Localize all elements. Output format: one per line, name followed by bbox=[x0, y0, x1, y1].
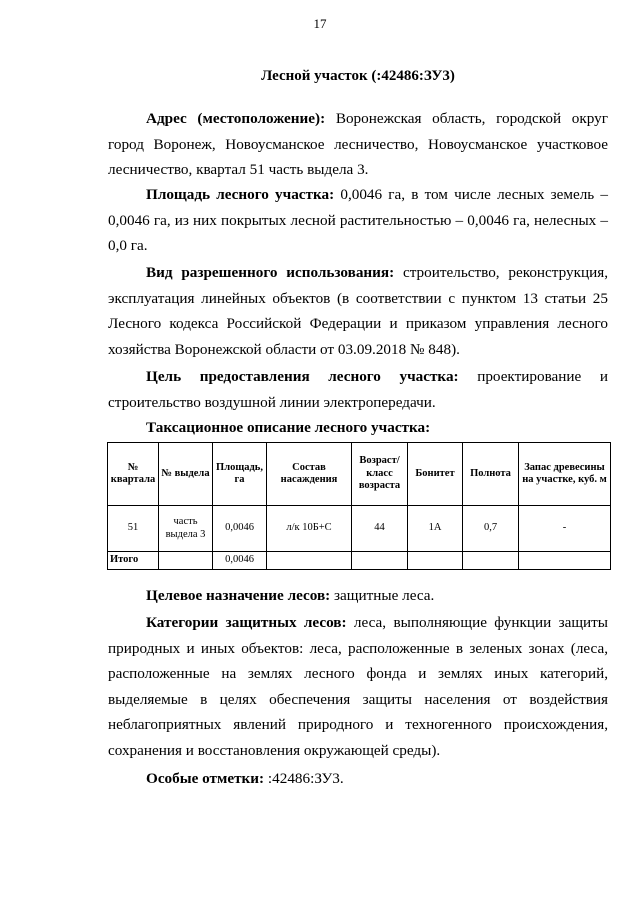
taxation-table bbox=[107, 442, 611, 570]
designation-paragraph bbox=[108, 583, 608, 609]
header-cell: Запас древесины на участке, куб. м bbox=[519, 443, 611, 506]
notes-label: Особые отметки: bbox=[146, 770, 265, 787]
address-paragraph bbox=[108, 106, 608, 183]
table-cell: 0,7 bbox=[463, 506, 519, 552]
table-cell: 51 bbox=[108, 506, 159, 552]
address-label: Адрес (местоположение): bbox=[146, 110, 326, 127]
usage-label: Вид разрешенного использования: bbox=[146, 264, 395, 281]
header-cell: № квартала bbox=[108, 443, 159, 506]
header-cell: Полнота bbox=[463, 443, 519, 506]
table-header-row bbox=[108, 443, 611, 506]
table-total-row bbox=[108, 552, 611, 570]
address-text: Воронежская область, городской округ город Воронеж, Новоусманское лесничество, Новоусманское участковое лесничество, квартал 51 часть выдела 3. bbox=[108, 110, 608, 178]
table-cell: - bbox=[519, 506, 611, 552]
total-label-cell: Итого bbox=[108, 552, 159, 570]
notes-paragraph bbox=[108, 766, 608, 792]
table-cell: 0,0046 bbox=[213, 506, 267, 552]
table-cell: 44 bbox=[352, 506, 408, 552]
header-cell: № выдела bbox=[159, 443, 213, 506]
document-title: Лесной участок (:42486:ЗУ3) bbox=[261, 68, 455, 84]
area-paragraph bbox=[108, 182, 608, 259]
header-cell: Состав насаждения bbox=[267, 443, 352, 506]
table-cell bbox=[159, 552, 213, 570]
table-cell: 0,0046 bbox=[213, 552, 267, 570]
purpose-label: Цель предоставления лесного участка: bbox=[146, 368, 459, 385]
page-number: 17 bbox=[313, 16, 327, 31]
header-cell: Площадь, га bbox=[213, 443, 267, 506]
area-text: 0,0046 га, в том числе лесных земель – 0,0046 га, из них покрытых лесной растительностью – 0,0046 га, нелесных – 0,0 га. bbox=[108, 186, 608, 254]
table-cell bbox=[352, 552, 408, 570]
table-cell bbox=[463, 552, 519, 570]
table-cell bbox=[267, 552, 352, 570]
categories-paragraph bbox=[108, 610, 608, 763]
table-row bbox=[108, 506, 611, 552]
purpose-paragraph bbox=[108, 364, 608, 415]
table-cell: часть выдела 3 bbox=[159, 506, 213, 552]
purpose-text: проектирование и строительство воздушной линии электропередачи. bbox=[108, 368, 608, 411]
designation-text: защитные леса. bbox=[330, 587, 435, 604]
notes-text: :42486:ЗУ3. bbox=[264, 770, 344, 787]
designation-label: Целевое назначение лесов: bbox=[146, 587, 331, 604]
header-cell: Возраст/ класс возраста bbox=[352, 443, 408, 506]
table-cell bbox=[408, 552, 463, 570]
table-caption: Таксационное описание лесного участка: bbox=[146, 419, 431, 436]
usage-text: строительство, реконструкция, эксплуатация линейных объектов (в соответствии с пунктом 13 статьи 25 Лесного кодекса Российской Федерации и приказом управления лесного хозяйства Воронежской области от 03.09.2018 № 848). bbox=[108, 264, 609, 358]
usage-paragraph bbox=[108, 260, 608, 362]
area-label: Площадь лесного участка: bbox=[146, 186, 335, 203]
categories-label: Категории защитных лесов: bbox=[146, 614, 347, 631]
table-cell: 1А bbox=[408, 506, 463, 552]
table-cell: л/к 10Б+С bbox=[267, 506, 352, 552]
table-cell bbox=[519, 552, 611, 570]
header-cell: Бонитет bbox=[408, 443, 463, 506]
categories-text: леса, выполняющие функции защиты природных и иных объектов: леса, расположенные в зеленых зонах (леса, расположенные на землях лесного фонда и землях иных категорий, выделяемые в целях обеспечения защиты населения от воздействия неблагоприятных явлений природного и техногенного происхождения, сохранения и восстановления окружающей среды). bbox=[108, 614, 608, 759]
